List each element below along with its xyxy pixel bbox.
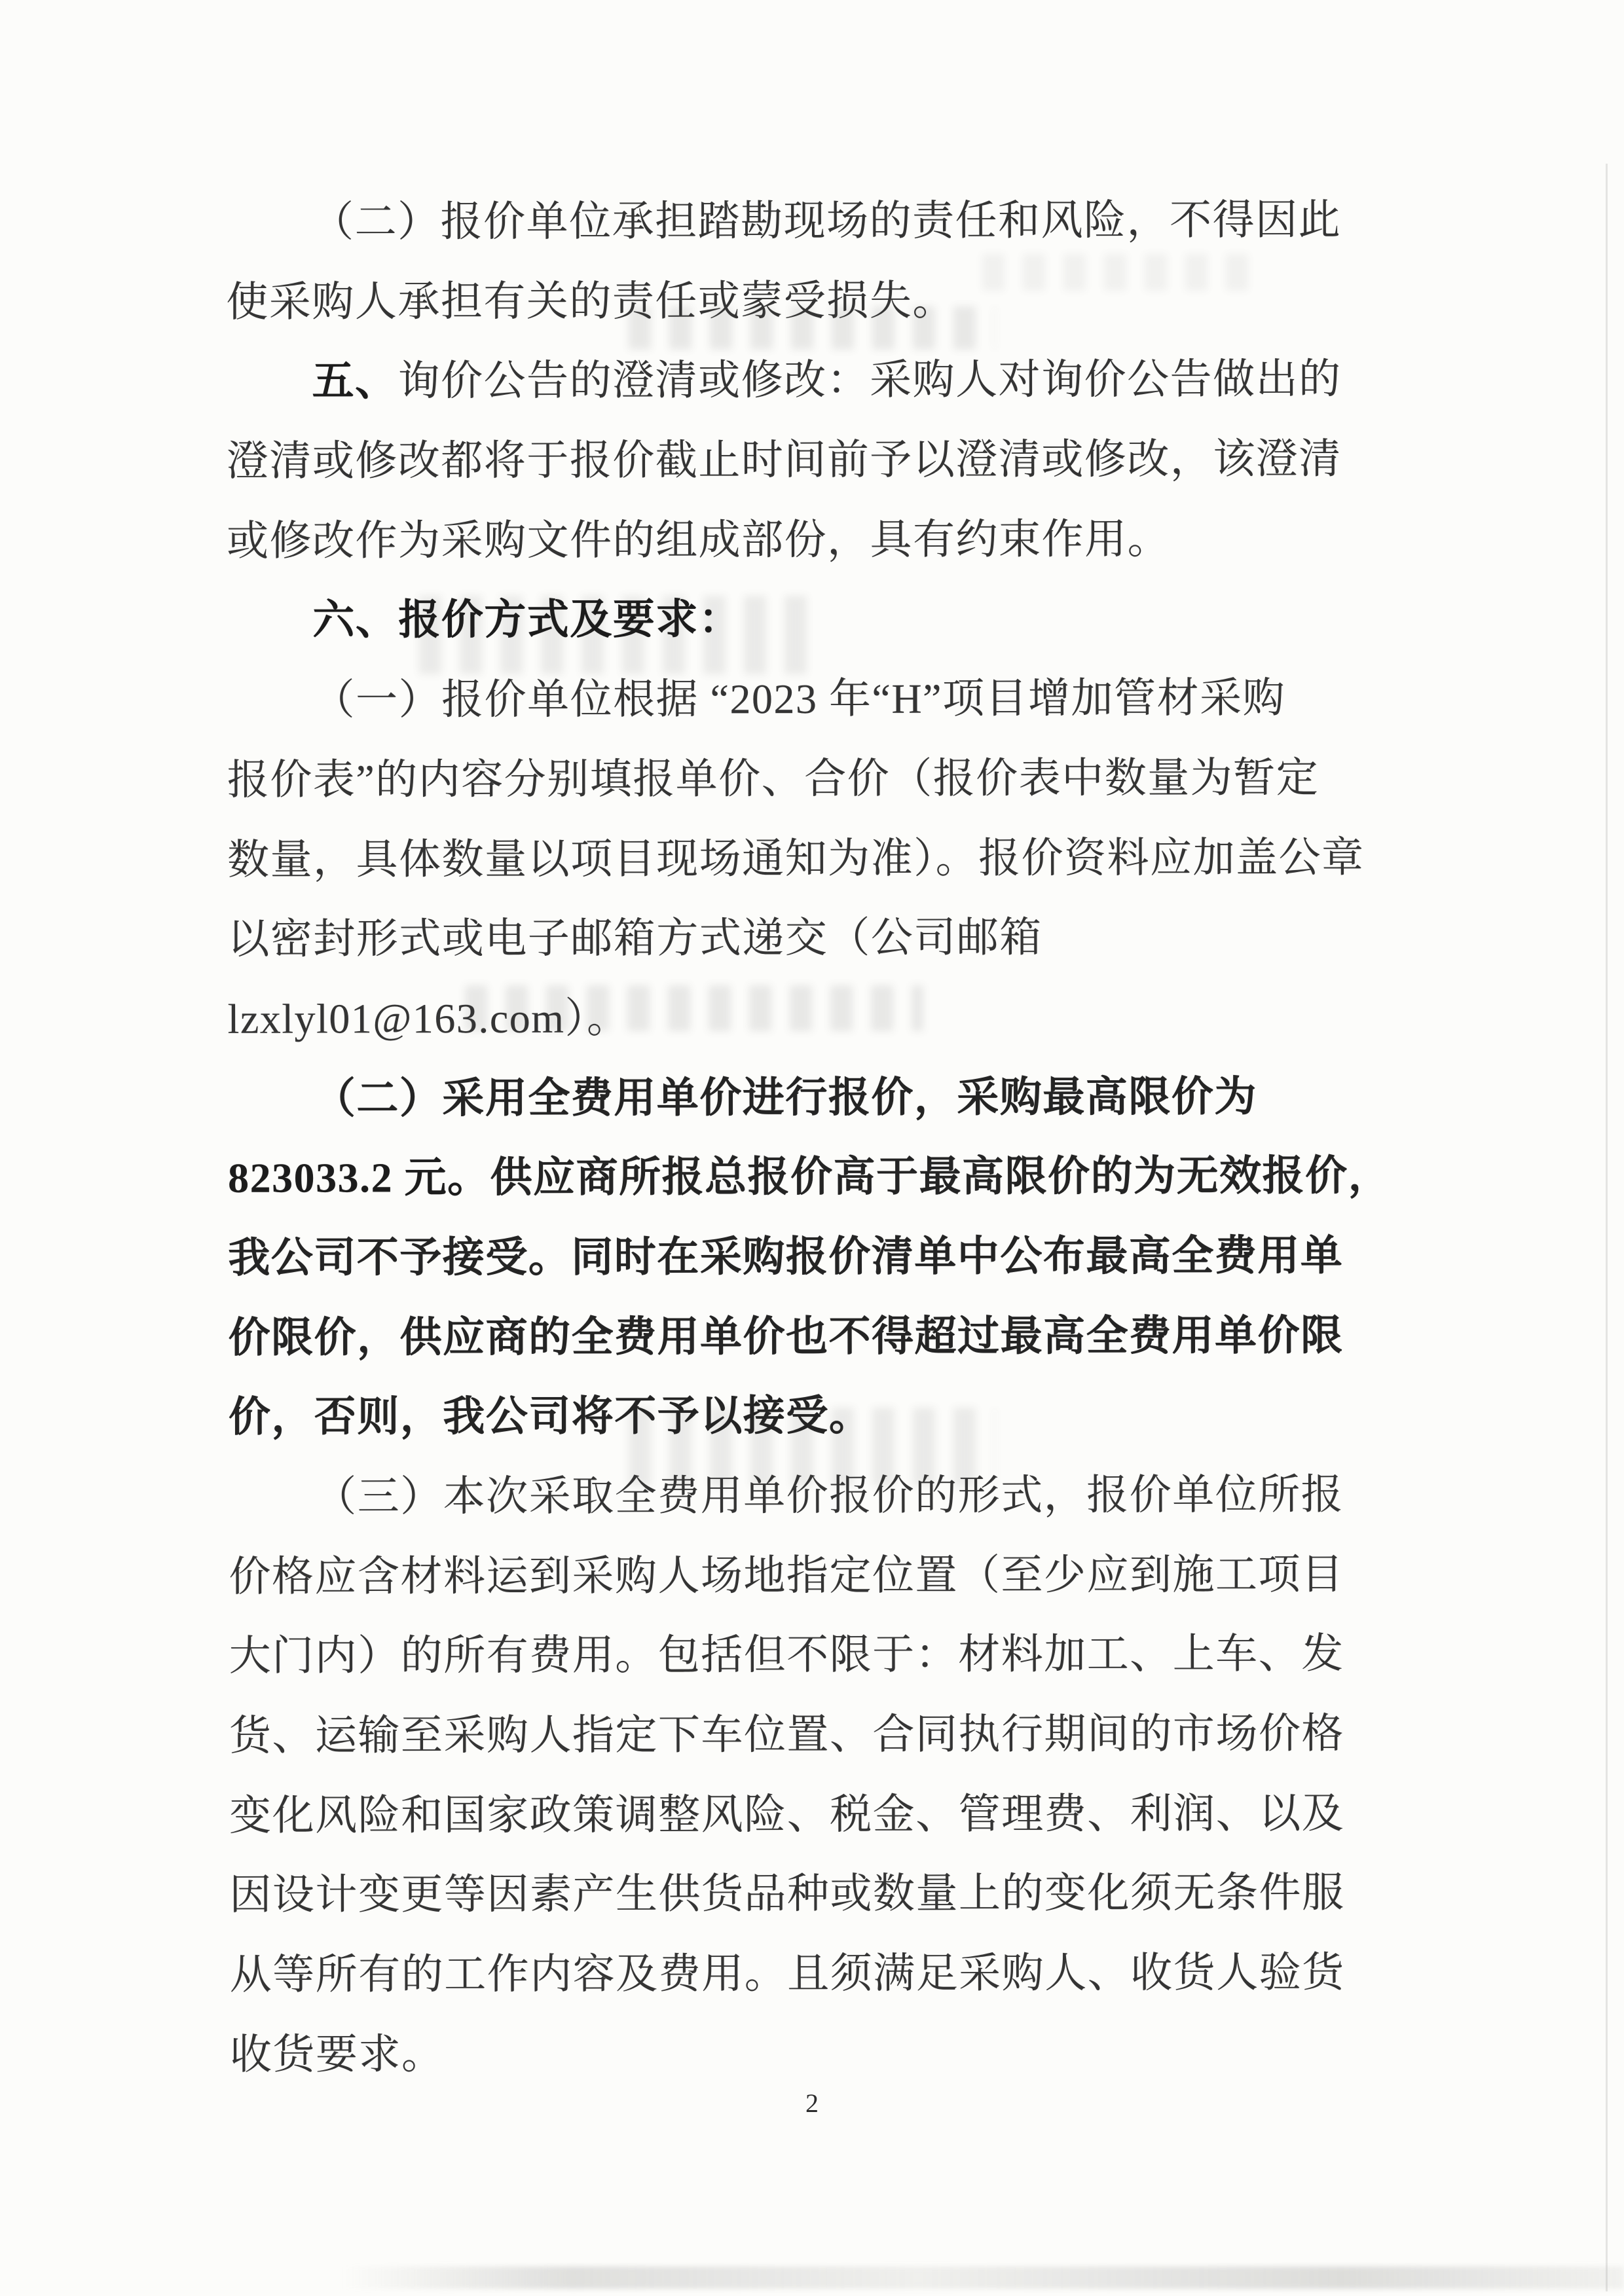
- doc-text-run: 价格应含材料运到采购人场地指定位置（至少应到施工项目: [229, 1550, 1344, 1600]
- doc-text-run: 六、报价方式及要求：: [312, 596, 742, 644]
- doc-line: [229, 1774, 1369, 1855]
- doc-text-run: 从等所有的工作内容及费用。且须满足采购人、收货人验货: [229, 1949, 1345, 1998]
- doc-text-run: 收货要求。: [229, 2030, 445, 2078]
- doc-line: [227, 977, 1367, 1059]
- doc-line: [227, 579, 1366, 661]
- doc-line: [229, 1375, 1368, 1457]
- doc-line: [230, 1933, 1369, 2014]
- doc-line: [227, 658, 1366, 740]
- doc-text-run: （三）本次采取全费用单价报价的形式，报价单位所报: [314, 1471, 1344, 1520]
- doc-text-run: 价限价，供应商的全费用单价也不得超过最高全费用单价限: [228, 1311, 1344, 1361]
- doc-line: [229, 1614, 1369, 1696]
- doc-text-run: 澄清或修改都将于报价截止时间前予以澄清或修改，该澄清: [226, 435, 1342, 484]
- scan-edge-shadow: [1606, 164, 1608, 2291]
- doc-text-run: lzxlyl01@163.com）。: [227, 994, 630, 1042]
- doc-text-run: 以密封形式或电子邮箱方式递交（公司邮箱: [227, 914, 1043, 963]
- doc-text-run: 报价表”的内容分别填报单价、合价（报价表中数量为暂定: [227, 754, 1320, 803]
- doc-line: [228, 1057, 1367, 1139]
- doc-text-run: 或修改作为采购文件的组成部份，具有约束作用。: [227, 515, 1171, 564]
- doc-text-run: 货、运输至采购人指定下车位置、合同执行期间的市场价格: [229, 1710, 1344, 1759]
- doc-line: [228, 1216, 1367, 1298]
- document-body: [226, 180, 1392, 2094]
- doc-text-run: 因设计变更等因素产生供货品种或数量上的变化须无条件服: [229, 1869, 1345, 1919]
- doc-text-run: 价，否则，我公司将不予以接受。: [228, 1393, 872, 1441]
- doc-line: [227, 818, 1367, 900]
- doc-text-run: （二）采用全费用单价进行报价，采购最高限价为: [313, 1073, 1257, 1122]
- doc-line: [227, 738, 1367, 820]
- doc-text-run: 823033.2 元。: [228, 1154, 490, 1202]
- doc-line: [226, 340, 1365, 422]
- page-number: 2: [805, 2088, 819, 2118]
- doc-text-run: 变化风险和国家政策调整风险、税金、管理费、利润、以及: [229, 1790, 1345, 1839]
- doc-text-run: 使采购人承担有关的责任或蒙受损失。: [226, 277, 955, 325]
- doc-line: [226, 260, 1365, 342]
- doc-line: [229, 1535, 1368, 1616]
- doc-line: [229, 1296, 1368, 1377]
- doc-line: [226, 180, 1365, 262]
- doc-line: [227, 499, 1366, 581]
- doc-line: [227, 897, 1367, 979]
- scan-edge-shadow: [341, 2267, 1624, 2289]
- doc-text-run: 五、: [312, 357, 398, 405]
- doc-text-run: 供应商所报总报价高于最高限价的为无效报价，: [490, 1152, 1392, 1201]
- doc-line: [227, 419, 1366, 501]
- doc-line: [230, 2013, 1369, 2094]
- doc-line: [228, 1136, 1392, 1218]
- doc-text-run: 我公司不予接受。同时在采购报价清单中公布最高全费用单: [228, 1232, 1344, 1281]
- doc-text-run: （二）报价单位承担踏勘现场的责任和风险，不得因此: [311, 196, 1342, 246]
- doc-line: [229, 1694, 1369, 1776]
- doc-text-run: 数量，具体数量以项目现场通知为准）。报价资料应加盖公章: [227, 833, 1365, 883]
- doc-line: [229, 1853, 1369, 1935]
- doc-text-run: （一）报价单位根据 “2023 年“H”项目增加管材采购: [312, 674, 1286, 723]
- doc-text-run: 大门内）的所有费用。包括但不限于：材料加工、上车、发: [229, 1630, 1344, 1680]
- doc-text-run: 询价公告的澄清或修改：采购人对询价公告做出的: [397, 355, 1342, 405]
- doc-line: [229, 1455, 1368, 1537]
